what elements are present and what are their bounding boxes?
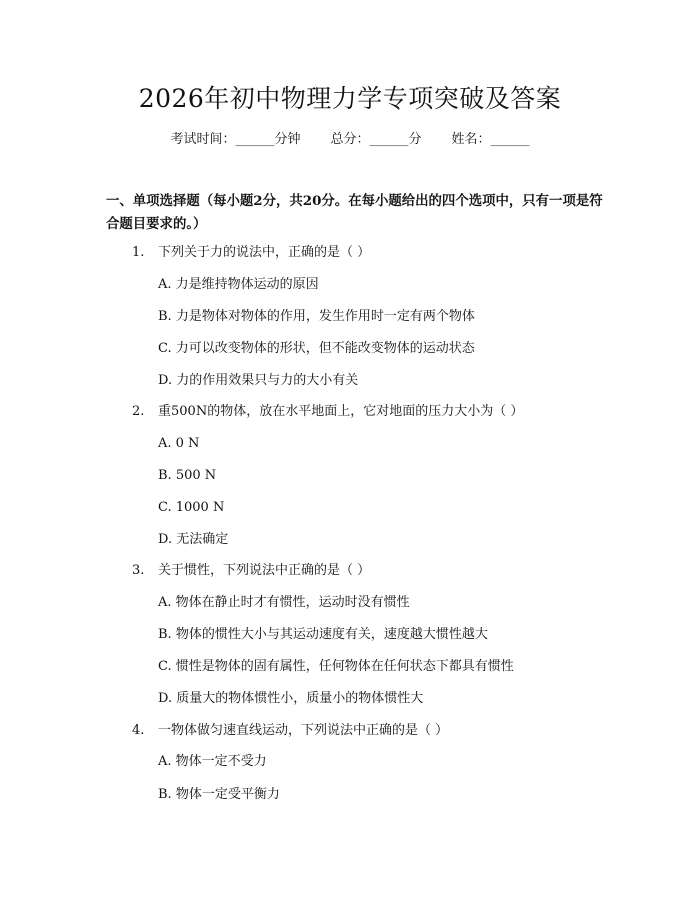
question-3-option-c: C. 惯性是物体的固有属性，任何物体在任何状态下都具有惯性 bbox=[158, 659, 514, 674]
question-number: 4. bbox=[132, 723, 145, 738]
question-2-option-b: B. 500 N bbox=[158, 468, 217, 483]
total-score-field: 总分：______分 bbox=[330, 132, 422, 147]
question-number: 1. bbox=[132, 245, 145, 260]
question-stem: 下列关于力的说法中，正确的是（ ） bbox=[158, 245, 371, 260]
question-2-option-c: C. 1000 N bbox=[158, 500, 225, 515]
question-stem: 一物体做匀速直线运动，下列说法中正确的是（ ） bbox=[158, 723, 449, 738]
question-1-option-d: D. 力的作用效果只与力的大小有关 bbox=[158, 373, 359, 388]
question-number: 2. bbox=[132, 404, 145, 419]
exam-time-field: 考试时间：______分钟 bbox=[170, 132, 301, 147]
question-stem: 重500N的物体，放在水平地面上，它对地面的压力大小为（ ） bbox=[158, 404, 524, 419]
question-3-option-d: D. 质量大的物体惯性小，质量小的物体惯性大 bbox=[158, 691, 424, 706]
exam-info-line bbox=[0, 130, 700, 150]
page-title: 2026年初中物理力学专项突破及答案 bbox=[138, 84, 562, 113]
section-heading: 一、单项选择题（每小题2分，共20分。在每小题给出的四个选项中，只有一项是符合题目要求的。） bbox=[106, 193, 603, 232]
question-1-option-a: A. 力是维持物体运动的原因 bbox=[158, 277, 319, 292]
question-4-option-b: B. 物体一定受平衡力 bbox=[158, 787, 280, 802]
question-1-option-b: B. 力是物体对物体的作用，发生作用时一定有两个物体 bbox=[158, 309, 475, 324]
question-stem: 关于惯性，下列说法中正确的是（ ） bbox=[158, 563, 371, 578]
question-number: 3. bbox=[132, 563, 145, 578]
question-2-option-d: D. 无法确定 bbox=[158, 532, 229, 547]
question-1-option-c: C. 力可以改变物体的形状，但不能改变物体的运动状态 bbox=[158, 341, 475, 356]
question-3-option-a: A. 物体在静止时才有惯性，运动时没有惯性 bbox=[158, 595, 410, 610]
student-name-field: 姓名：______ bbox=[451, 132, 530, 147]
question-3-option-b: B. 物体的惯性大小与其运动速度有关，速度越大惯性越大 bbox=[158, 627, 488, 642]
question-4-option-a: A. 物体一定不受力 bbox=[158, 754, 267, 769]
question-2-option-a: A. 0 N bbox=[158, 436, 200, 451]
